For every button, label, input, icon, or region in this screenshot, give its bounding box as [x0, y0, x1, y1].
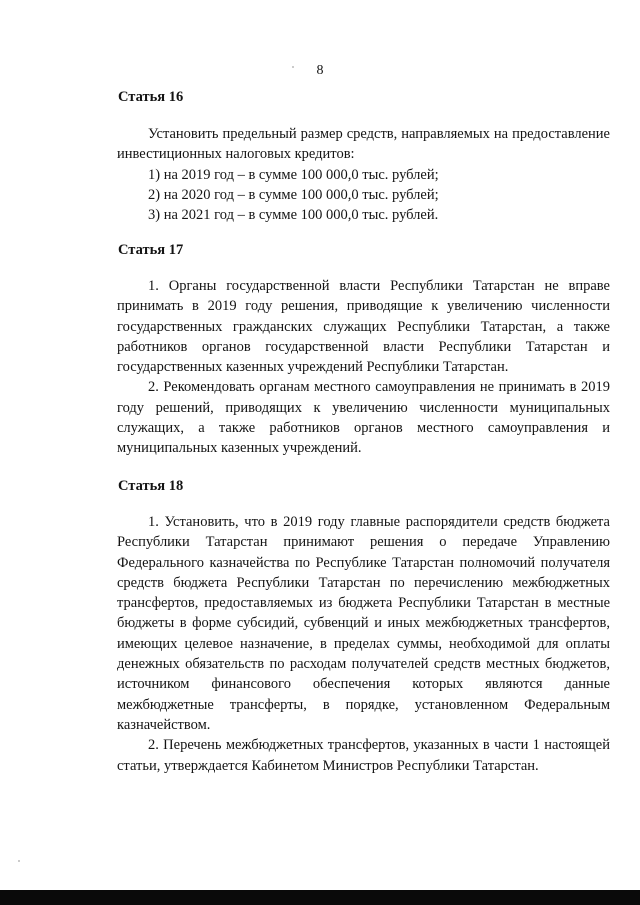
article-17-paragraph-2: 2. Рекомендовать органам местного самоуправления не принимать в 2019 году решений, приводящих к увеличению численности муниципальных служащих, а также работников органов местного самоуправления и муниципальных казенных учреждений.	[117, 379, 610, 457]
article-16-body	[117, 124, 610, 225]
article-16-item-2: 2) на 2020 год – в сумме 100 000,0 тыс. рублей;	[148, 186, 439, 203]
article-16-heading: Статья 16	[118, 89, 184, 105]
page-number: 8	[316, 63, 324, 78]
article-17-heading: Статья 17	[118, 242, 184, 258]
article-18-body	[117, 512, 610, 776]
article-18-paragraph-2: 2. Перечень межбюджетных трансфертов, указанных в части 1 настоящей статьи, утверждается Кабинетом Министров Республики Татарстан.	[117, 737, 610, 774]
article-16-intro: Установить предельный размер средств, направляемых на предоставление инвестиционных налоговых кредитов:	[117, 126, 610, 163]
article-16-item-3: 3) на 2021 год – в сумме 100 000,0 тыс. рублей.	[148, 207, 439, 224]
scan-speck	[292, 66, 294, 68]
article-18-paragraph-1: 1. Установить, что в 2019 году главные распорядители средств бюджета Республики Татарстан принимают решения о передаче Управлению Федерального казначейства по Республике Татарстан полномочий получателя средств бюджета Республики Татарстан по перечислению межбюджетных трансфертов, предоставляемых из бюджета Республики Татарстан в местные бюджеты в форме субсидий, субвенций и иных межбюджетных трансфертов, имеющих целевое назначение, в пределах суммы, необходимой для оплаты денежных обязательств по расходам получателей средств местных бюджетов, источником финансового обеспечения которых являются данные межбюджетные трансферты, в порядке, установленном Федеральным казначейством.	[117, 514, 610, 733]
article-17-paragraph-1: 1. Органы государственной власти Республики Татарстан не вправе принимать в 2019 году решения, приводящие к увеличению численности государственных гражданских служащих Республики Татарстан, а также работников органов государственной власти Республики Татарстан и государственных казенных учреждений Республики Татарстан.	[117, 278, 610, 376]
scan-speck	[18, 860, 20, 862]
article-16-item-1: 1) на 2019 год – в сумме 100 000,0 тыс. рублей;	[148, 166, 439, 183]
article-18-heading: Статья 18	[118, 478, 184, 494]
scan-bottom-edge	[0, 890, 640, 905]
article-17-body	[117, 276, 610, 459]
